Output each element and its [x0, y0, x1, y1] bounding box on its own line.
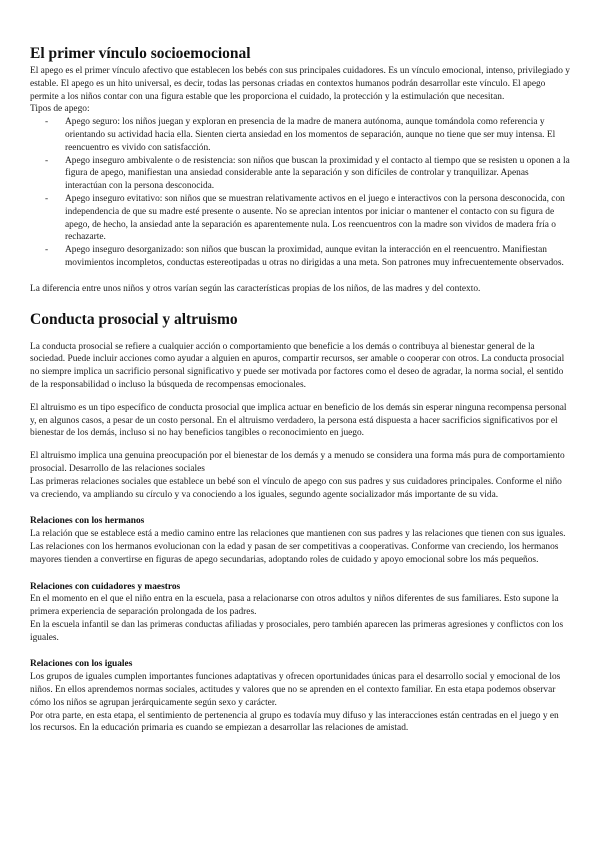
paragraph-cuidadores-1: En el momento en el que el niño entra en la escuela, pasa a relacionarse con otros adultos y niños diferentes de sus familiares. Esto supone la primera experiencia de separación prolongada de los padres. [30, 594, 559, 618]
paragraph-cuidadores-2: En la escuela infantil se dan las primeras conductas afiliadas y prosociales, pero también aparecen las primeras agresiones y conflictos con los iguales. [30, 619, 564, 643]
list-dash: - [45, 193, 49, 204]
list-item-text: Apego inseguro desorganizado: son niños que buscan la proximidad, aunque evitan la interacción en el reencuentro. Manifiestan movimientos incompletos, conductas estereotipadas u otras no dirigidas a una meta. Son patrones muy infrecuentemente observados. [65, 245, 564, 268]
paragraph-iguales-2: Por otra parte, en esta etapa, el sentimiento de pertenencia al grupo es todavía muy difuso y las interacciones están centradas en el juego y en los recursos. En la educación primaria es cuando se empiezan a desarrollar las relaciones de amistad. [30, 710, 559, 734]
paragraph-prosocial-1: La conducta prosocial se refiere a cualquier acción o comportamiento que beneficie a los demás o contribuya al bienestar general de la sociedad. Puede incluir acciones como ayudar a alguien en apuros, compartir recursos, ser amable o cooperar con otros. La conducta prosocial no siempre implica un sacrificio personal significativo y puede ser motivada por factores como el deseo de agradar, la norma social, el sentido de la responsabilidad o incluso la búsqueda de recompensas emocionales. [30, 341, 565, 390]
spacer [30, 567, 570, 581]
paragraph-hermanos-2: Las relaciones con los hermanos evolucionan con la edad y pasan de ser competitivas a cooperativas. Conforme van creciendo, los hermanos mayores tienden a convertirse en figuras de apego secundarias, adoptando roles de cuidado y apoyo emocional sobre los más pequeños. [30, 541, 559, 565]
spacer [30, 440, 570, 450]
spacer [30, 270, 570, 283]
list-dash: - [45, 245, 49, 256]
paragraph-apego-intro: El apego es el primer vínculo afectivo que establecen los bebés con sus principales cuidadores. Es un vínculo emocional, intenso, privilegiado y estable. El apego es un hito universal, es decir, todas las personas criadas en contextos humanos podrán desarrollar este vínculo. El apego permite a los niños contar con una figura estable que les proporciona el cuidado, la protección y la estimulación que necesitan. [30, 66, 570, 102]
subheading-cuidadores: Relaciones con cuidadores y maestros [30, 581, 181, 592]
paragraph-prosocial-3: El altruismo implica una genuina preocupación por el bienestar de los demás y a menudo se considera una forma más pura de comportamiento prosocial. Desarrollo de las relaciones sociales [30, 451, 565, 474]
list-item-text: Apego inseguro evitativo: son niños que se muestran relativamente activos en el juego e interactivos con la persona desconocida, con independencia de que su madre esté presente o ausente. No se aprecian intentos por iniciar o mantener el contacto con su figura de apego, de hecho, la ansiedad ante la separación es aparentemente nula. Los reencuentros con la madre son vividos de madera fría o rechazarte. [65, 193, 565, 243]
tipos-apego-list [30, 116, 570, 270]
paragraph-prosocial-2: El altruismo es un tipo específico de conducta prosocial que implica actuar en beneficio de los demás sin esperar ninguna recompensa personal y, en algunos casos, a pesar de un costo personal. En el altruismo verdadero, la persona está dispuesta a hacer sacrificios significativos por el bienestar de los demás, incluso si no hay beneficios tangibles o reconocimiento en juego. [30, 402, 567, 439]
list-item [45, 244, 570, 270]
paragraph-hermanos-1: La relación que se establece está a medio camino entre las relaciones que mantienen con sus padres y las relaciones que tienen con sus iguales. [30, 529, 566, 540]
list-dash: - [45, 117, 49, 128]
subheading-hermanos: Relaciones con los hermanos [30, 516, 145, 527]
paragraph-prosocial-4: Las primeras relaciones sociales que establece un bebé son el vínculo de apego con sus padres y sus cuidadores principales. Conforme el niño va creciendo, va ampliando su círculo y va conociendo a los iguales, segundo agente socializador más importante de su vida. [30, 476, 562, 500]
list-dash: - [45, 155, 49, 166]
section-title-apego: El primer vínculo socioemocional [30, 45, 251, 62]
paragraph-iguales-1: Los grupos de iguales cumplen importantes funciones adaptativas y ofrecen oportunidades únicas para el desarrollo social y emocional de los niños. En ellos aprendemos normas sociales, actitudes y valores que no se aprenden en el contexto familiar. En esta etapa podemos observar cómo los niños se agrupan jerárquicamente según sexo y carácter. [30, 672, 561, 708]
list-item-text: Apego inseguro ambivalente o de resistencia: son niños que buscan la proximidad y el contacto al tiempo que se resisten u oponen a la figura de apego, manifiestan una ansiedad considerable ante la separación y son difíciles de controlar y tranquilizar. Apenas interactúan con la persona desconocida. [65, 155, 570, 192]
section-title-prosocial: Conducta prosocial y altruismo [30, 310, 238, 328]
spacer [30, 392, 570, 402]
tipos-label: Tipos de apego: [30, 104, 90, 115]
list-item [45, 155, 570, 193]
subheading-iguales: Relaciones con los iguales [30, 659, 133, 670]
spacer [30, 501, 570, 515]
list-item [45, 193, 570, 244]
list-item-text: Apego seguro: los niños juegan y exploran en presencia de la madre de manera autónoma, aunque tomándola como referencia y orientando su actividad hacia ella. Sienten cierta ansiedad en los momentos de separación, aunque no tiene que ser muy intensa. El reencuentro es vivido con satisfacción. [65, 117, 556, 153]
list-item [45, 116, 570, 154]
paragraph-diferencia: La diferencia entre unos niños y otros varían según las características propias de los niños, de las madres y del contexto. [30, 283, 481, 294]
spacer [30, 644, 570, 658]
